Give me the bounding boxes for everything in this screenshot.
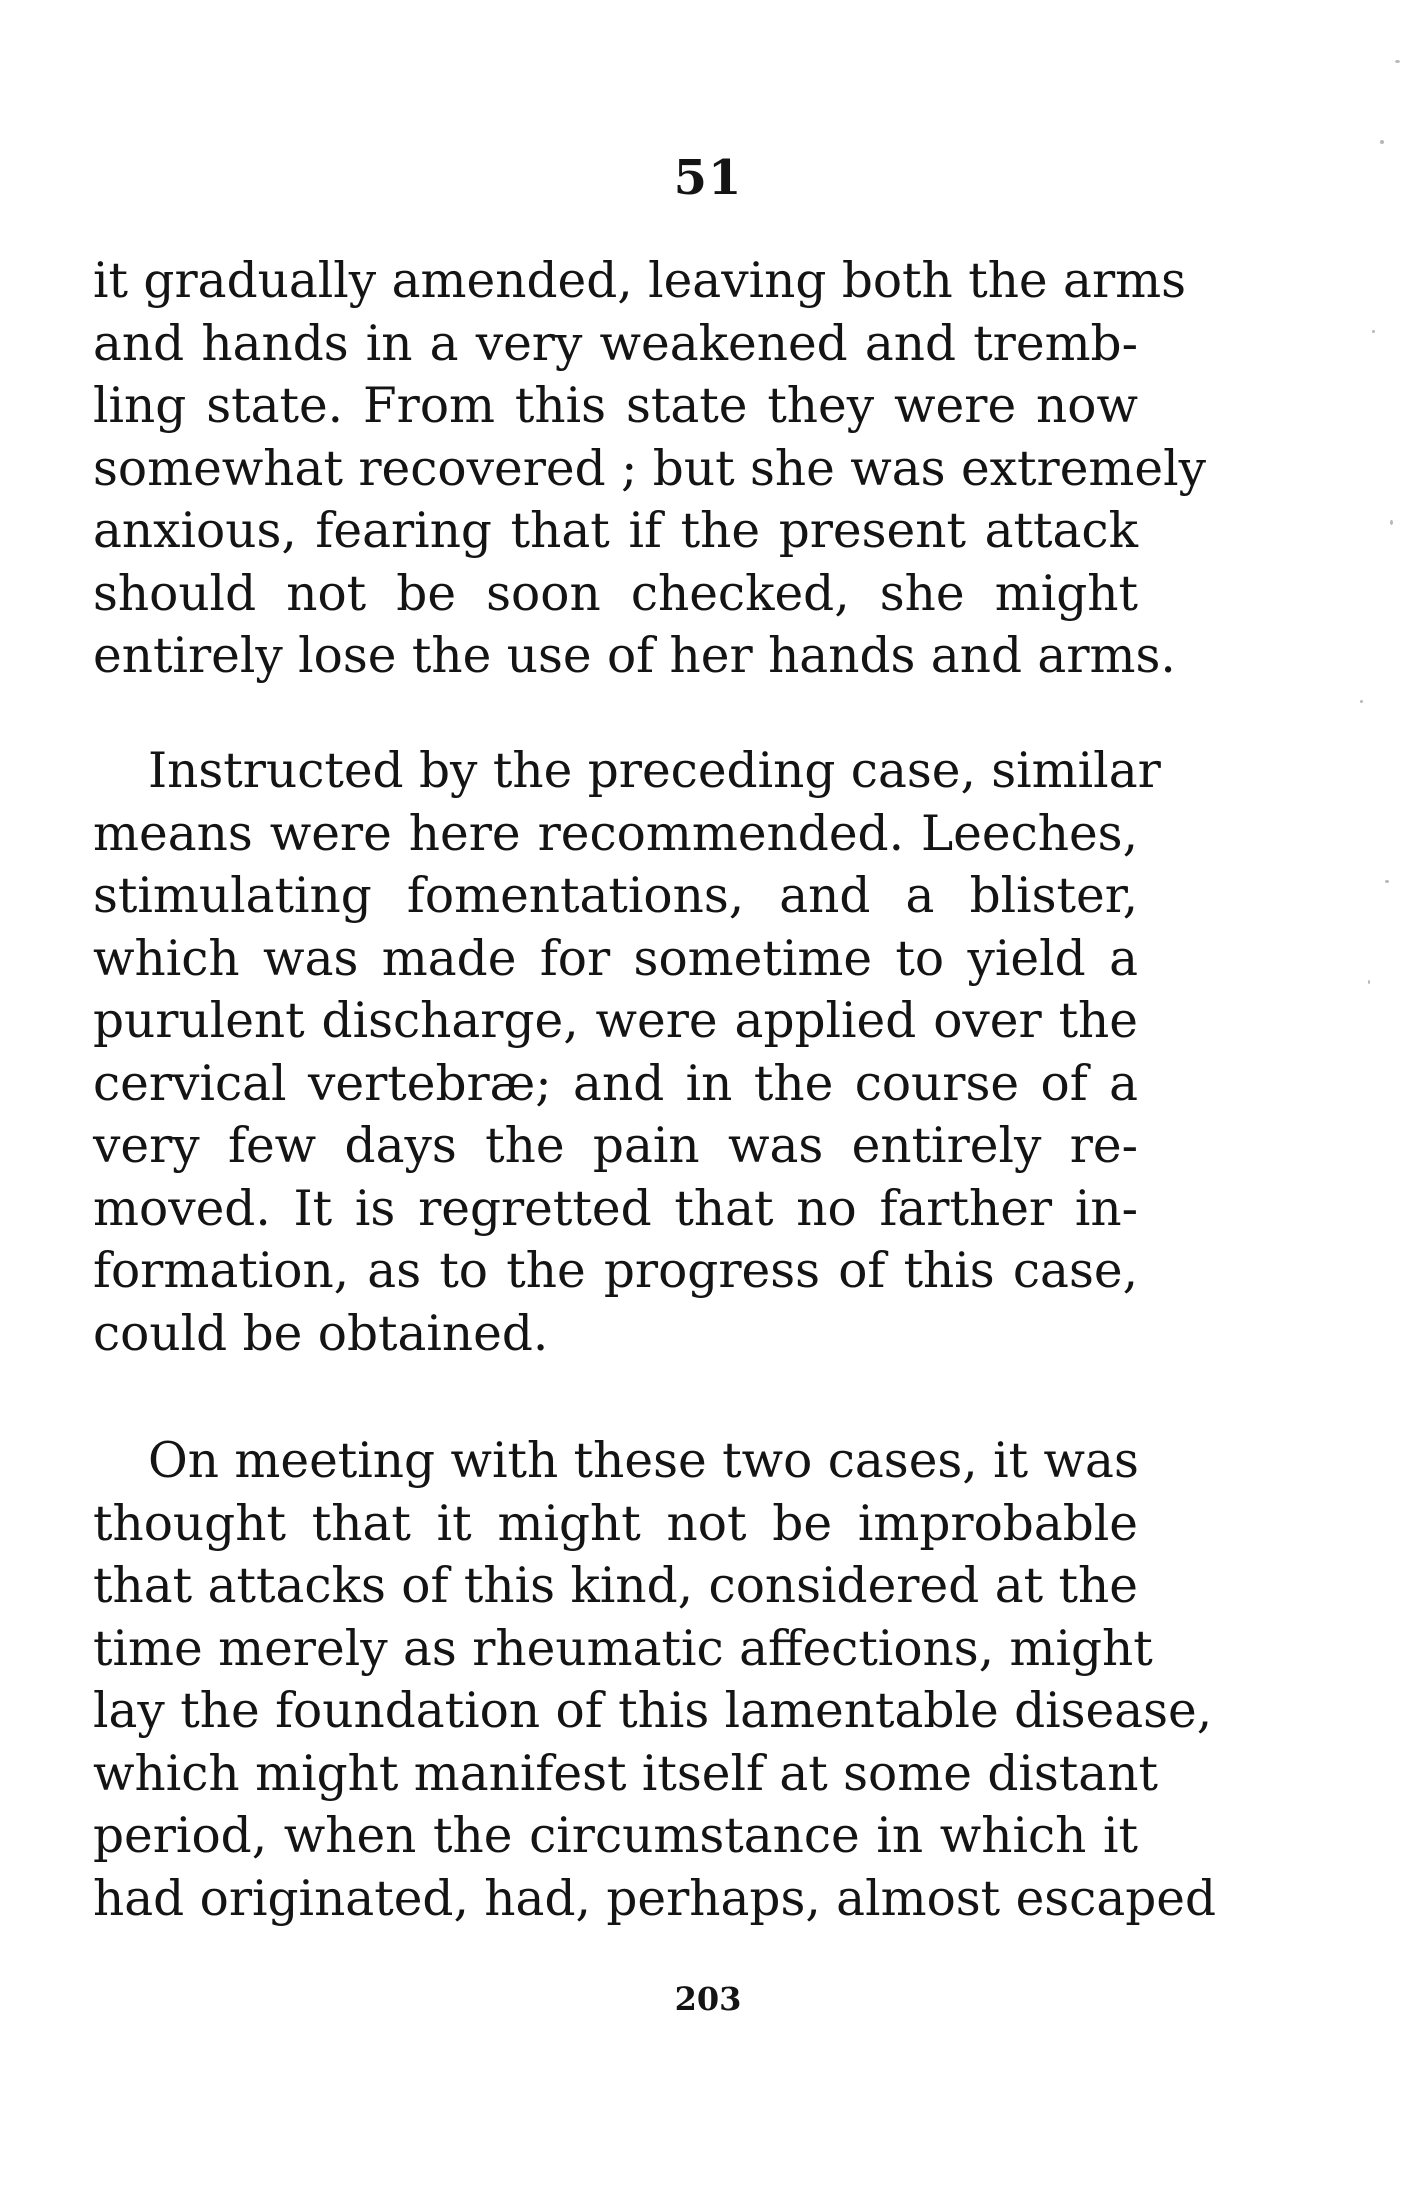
- text-line: On meeting with these two cases, it was: [148, 1433, 1139, 1489]
- text-line: moved. It is regretted that no farther in-: [93, 1180, 1138, 1237]
- text-line: means were here recommended. Leeches,: [93, 805, 1138, 862]
- text-line: ling state. From this state they were now: [93, 378, 1138, 434]
- text-line: anxious, fearing that if the present attack: [93, 503, 1138, 559]
- paragraph-3: [93, 1430, 1217, 1930]
- text-line: Instructed by the preceding case, similar: [148, 743, 1161, 799]
- text-line: entirely lose the use of her hands and arms.: [93, 628, 1176, 684]
- text-line: which was made for sometime to yield a: [93, 930, 1138, 987]
- text-line: lay the foundation of this lamentable disease,: [93, 1683, 1213, 1739]
- scan-speck: [1380, 140, 1384, 144]
- text-line: stimulating fomentations, and a blister,: [93, 868, 1138, 924]
- signature-mark: 203: [674, 1980, 742, 2018]
- text-line: which might manifest itself at some distant: [93, 1745, 1158, 1802]
- text-line: could be obtained.: [93, 1305, 549, 1362]
- text-line: it gradually amended, leaving both the arms: [93, 253, 1187, 309]
- text-line: should not be soon checked, she might: [93, 565, 1138, 622]
- paragraph-1: [93, 250, 1207, 688]
- scan-speck: [1360, 700, 1363, 703]
- scan-speck: [1368, 980, 1370, 984]
- scan-speck: [1385, 880, 1389, 883]
- text-line: very few days the pain was entirely re-: [93, 1118, 1138, 1174]
- scan-speck: [1390, 520, 1393, 525]
- scan-speck: [1395, 60, 1400, 63]
- text-line: and hands in a very weakened and tremb-: [93, 315, 1138, 372]
- text-line: had originated, had, perhaps, almost escaped: [93, 1870, 1217, 1927]
- text-line: cervical vertebræ; and in the course of a: [93, 1055, 1138, 1112]
- paragraph-2: [93, 740, 1161, 1365]
- text-line: purulent discharge, were applied over the: [93, 993, 1138, 1049]
- text-line: somewhat recovered ; but she was extremely: [93, 440, 1207, 497]
- text-line: thought that it might not be improbable: [93, 1495, 1138, 1552]
- text-line: formation, as to the progress of this case,: [93, 1243, 1138, 1299]
- text-line: that attacks of this kind, considered at the: [93, 1558, 1138, 1614]
- scan-speck: [1372, 330, 1375, 333]
- page-number: 51: [673, 150, 743, 206]
- text-line: time merely as rheumatic affections, might: [93, 1620, 1153, 1677]
- text-line: period, when the circumstance in which it: [93, 1808, 1138, 1864]
